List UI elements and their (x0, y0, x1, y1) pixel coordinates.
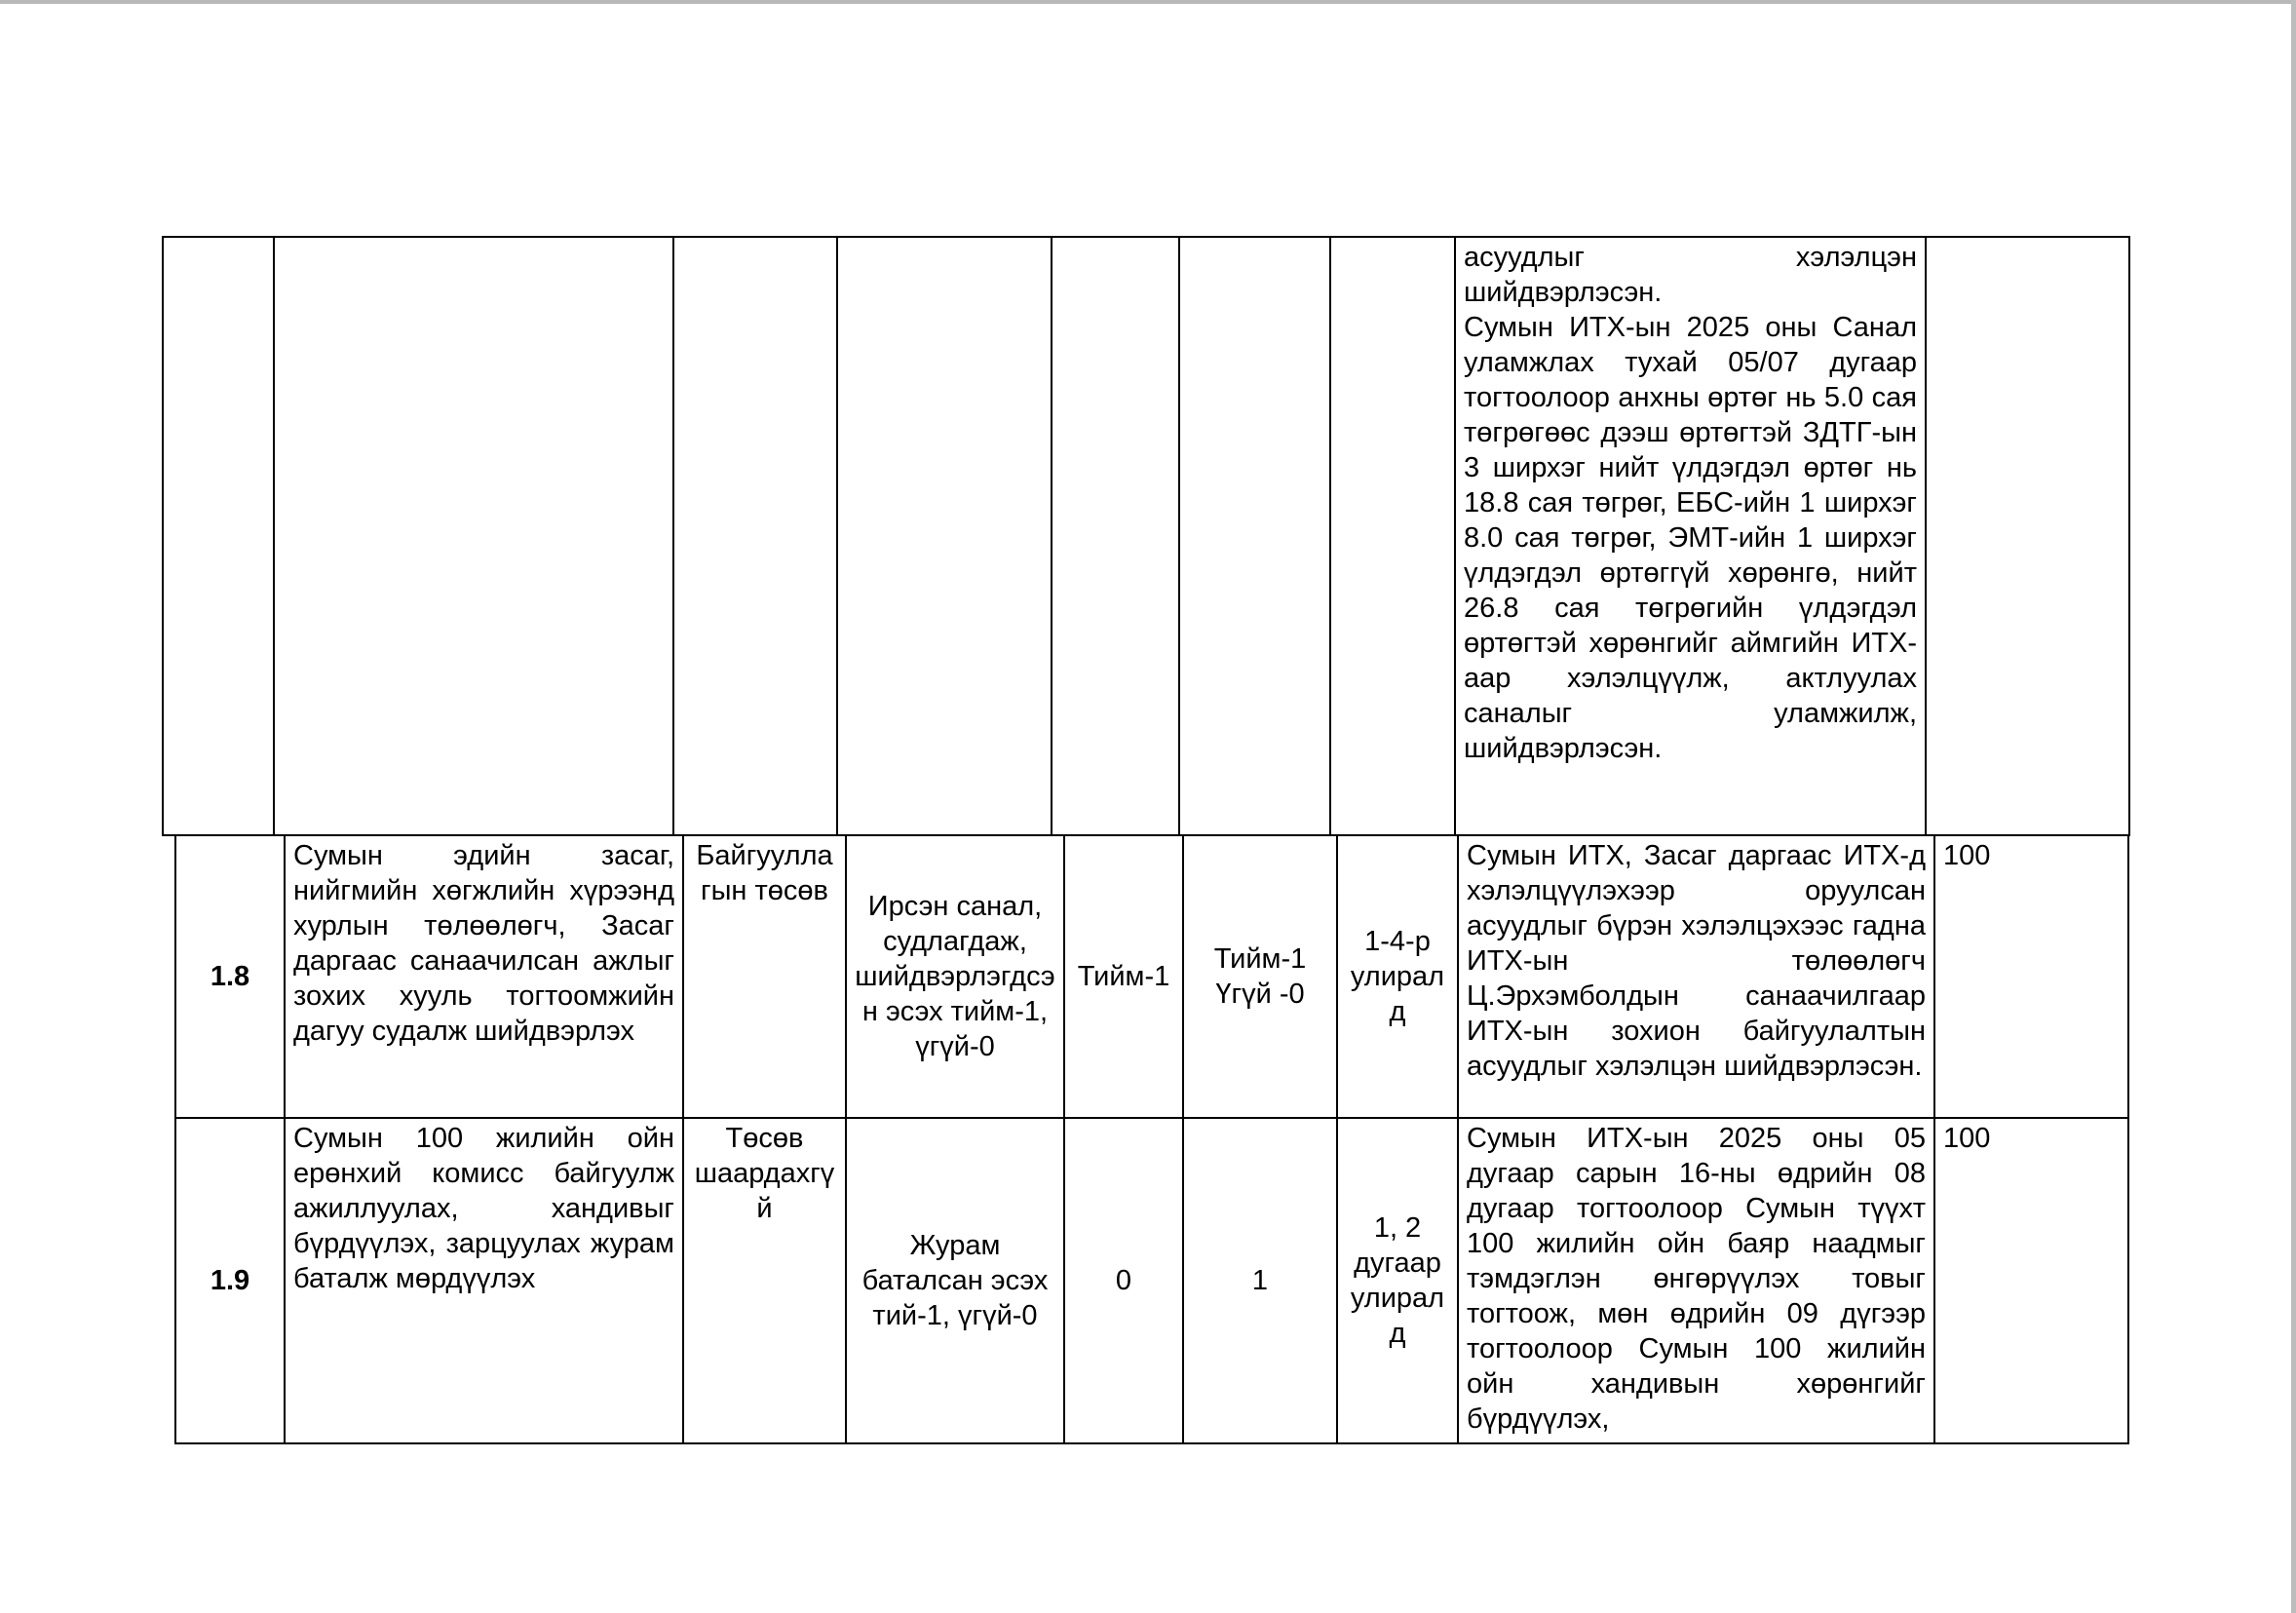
activity-text: Сумын эдийн засаг, нийгмийн хөгжлийн хүрээнд хурлын төлөөлөгч, Засаг даргаас санаачилсан ажлыг зохих хууль тогтоомжийн дагуу судалж шийдвэрлэх (285, 835, 683, 1118)
target-value: 1 (1183, 1118, 1337, 1443)
evaluation-criteria: Журам баталсан эсэх тий-1, үгүй-0 (846, 1118, 1064, 1443)
score: 100 (1934, 835, 2128, 1118)
target-value: Тийм-1 Үгүй -0 (1183, 835, 1337, 1118)
baseline-value: 0 (1064, 1118, 1183, 1443)
cell-baseline (1052, 237, 1179, 835)
timeline: 1-4-р улиралд (1337, 835, 1458, 1118)
score: 100 (1934, 1118, 2128, 1443)
cell-criteria (837, 237, 1052, 835)
cell-funding (673, 237, 837, 835)
cell-target (1179, 237, 1330, 835)
cell-timeline (1330, 237, 1455, 835)
row-number: 1.9 (175, 1118, 285, 1443)
table-row-continuation (163, 237, 2129, 835)
plan-table-continuation (162, 236, 2130, 836)
activity-text: Сумын 100 жилийн ойн ерөнхий комисс байгуулж ажиллуулах, хандивыг бүрдүүлэх, зарцуулах журам баталж мөрдүүлэх (285, 1118, 683, 1443)
funding-source: Байгууллагын төсөв (683, 835, 846, 1118)
row-number: 1.8 (175, 835, 285, 1118)
cell-score (1926, 237, 2129, 835)
evaluation-criteria: Ирсэн санал, судлагдаж, шийдвэрлэгдсэн эсэх тийм-1, үгүй-0 (846, 835, 1064, 1118)
result-text: Сумын ИТХ, Засаг даргаас ИТХ-д хэлэлцүүлэхээр оруулсан асуудлыг бүрэн хэлэлцэхээс гадна ИТХ-ын төлөөлөгч Ц.Эрхэмболдын санаачилгаар ИТХ-ын зохион байгуулалтын асуудлыг хэлэлцэн шийдвэрлэсэн. (1458, 835, 1934, 1118)
plan-table (174, 834, 2129, 1444)
table-row (175, 1118, 2128, 1443)
timeline: 1, 2 дугаар улиралд (1337, 1118, 1458, 1443)
result-text: Сумын ИТХ-ын 2025 оны 05 дугаар сарын 16-ны өдрийн 08 дугаар тогтоолоор Сумын түүхт 100 жилийн ойн баяр наадмыг тэмдэглэн өнгөрүүлэх товыг тогтоож, мөн өдрийн 09 дүгээр тогтоолоор Сумын 100 жилийн ойн хандивын хөрөнгийг бүрдүүлэх, (1458, 1118, 1934, 1443)
cell-activity (274, 237, 673, 835)
baseline-value: Тийм-1 (1064, 835, 1183, 1118)
cell-result: асуудлыг хэлэлцэн шийдвэрлэсэн. Сумын ИТХ-ын 2025 оны Санал уламжлах тухай 05/07 дугаар тогтоолоор анхны өртөг нь 5.0 сая төгрөгөөс дээш өртөгтэй ЗДТГ-ын 3 ширхэг нийт үлдэгдэл өртөг нь 18.8 сая төгрөг, ЕБС-ийн 1 ширхэг 8.0 сая төгрөг, ЭМТ-ийн 1 ширхэг үлдэгдэл өртөггүй хөрөнгө, нийт 26.8 сая төгрөгийн үлдэгдэл өртөгтэй хөрөнгийг аймгийн ИТХ-аар хэлэлцүүлж, актлуулах саналыг уламжилж, шийдвэрлэсэн. (1455, 237, 1926, 835)
table-row (175, 835, 2128, 1118)
funding-source: Төсөв шаардахгүй (683, 1118, 846, 1443)
cell-number (163, 237, 274, 835)
